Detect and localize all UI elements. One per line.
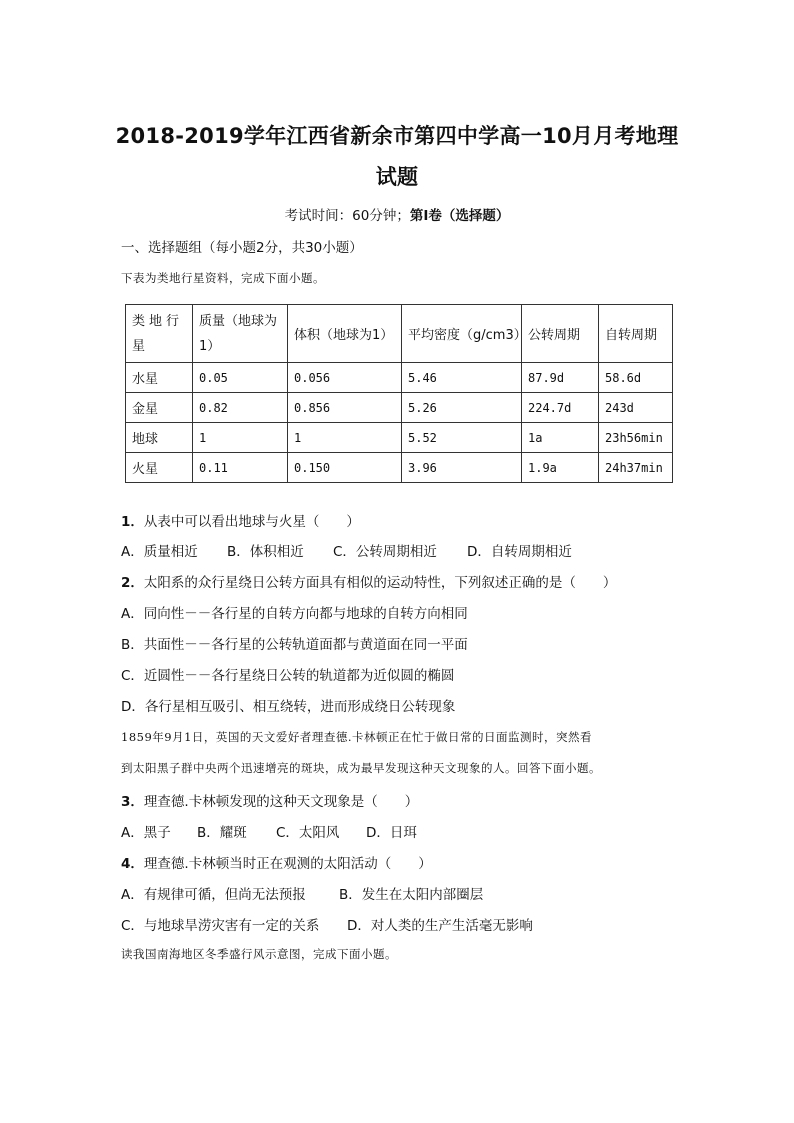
table-cell: 1.9a [522,453,599,483]
table-header-cell: 自转周期 [599,305,673,363]
table-header-cell: 体积（地球为1） [288,305,402,363]
table-row [126,423,673,453]
intro-text-2-line2: 到太阳黑子群中央两个迅速增亮的斑块，成为最早发现这种天文现象的人。回答下面小题。 [121,761,601,775]
table-cell: 水星 [126,363,193,393]
table-cell: 1a [522,423,599,453]
table-cell: 243d [599,393,673,423]
question-4-options-cd [121,914,533,934]
table-header-cell: 质量（地球为1） [193,305,288,363]
question-number: 3． [121,794,144,810]
table-cell: 0.82 [193,393,288,423]
table-cell: 0.856 [288,393,402,423]
table-header-cell: 平均密度（g/cm3） [402,305,522,363]
table-cell: 1 [288,423,402,453]
option-d: D．日珥 [366,825,417,841]
question-3-options [121,821,417,841]
question-stem: 理查德.卡林顿当时正在观测的太阳活动（ ） [143,856,432,872]
option-b: B．发生在太阳内部圈层 [339,887,484,903]
intro-text-2-line1: 1859年9月1日，英国的天文爱好者理查德.卡林顿正在忙于做日常的日面监测时，突然看 [121,730,593,744]
question-2 [121,571,616,591]
intro-text-3: 读我国南海地区冬季盛行风示意图，完成下面小题。 [121,947,397,961]
option-b: B．耀斑 [197,825,247,841]
table-cell: 金星 [126,393,193,423]
option-a: A．有规律可循，但尚无法预报 [121,887,306,903]
table-row [126,363,673,393]
table-row [126,393,673,423]
option-a: A．同向性－－各行星的自转方向都与地球的自转方向相同 [121,606,468,622]
question-stem: 理查德.卡林顿发现的这种天文现象是（ ） [143,794,419,810]
table-cell: 3.96 [402,453,522,483]
table-cell: 0.05 [193,363,288,393]
table-cell: 5.46 [402,363,522,393]
option-b: B．体积相近 [227,544,304,560]
intro-text-1: 下表为类地行星资料，完成下面小题。 [121,271,325,285]
table-header-row [126,305,673,363]
option-d: D．各行星相互吸引、相互绕转，进而形成绕日公转现象 [121,699,456,715]
exam-time: 考试时间：60分钟； [284,208,410,224]
table-header-cell: 类地行星 [126,305,193,363]
option-c: C．与地球旱涝灾害有一定的关系 [121,918,320,934]
volume-label: 第Ⅰ卷（选择题） [409,208,510,224]
question-number: 1． [121,514,144,530]
table-cell: 0.150 [288,453,402,483]
question-number: 4． [121,856,144,872]
document-title-line1: 2018-2019学年江西省新余市第四中学高一10月月考地理 [115,124,679,148]
table-cell: 0.11 [193,453,288,483]
table-cell: 58.6d [599,363,673,393]
table-cell: 5.26 [402,393,522,423]
table-cell: 火星 [126,453,193,483]
table-cell: 地球 [126,423,193,453]
option-d: D．自转周期相近 [467,544,572,560]
table-cell: 5.52 [402,423,522,453]
exam-info [0,204,794,224]
table-cell: 23h56min [599,423,673,453]
question-4-options-ab [121,883,483,903]
question-1-options [121,540,572,560]
option-c: C．太阳风 [276,825,340,841]
question-number: 2． [121,575,144,591]
option-b: B．共面性－－各行星的公转轨道面都与黄道面在同一平面 [121,637,468,653]
option-a: A．质量相近 [121,544,198,560]
table-cell: 0.056 [288,363,402,393]
question-stem: 从表中可以看出地球与火星（ ） [143,514,360,530]
option-a: A．黑子 [121,825,171,841]
table-row [126,453,673,483]
table-header-cell: 公转周期 [522,305,599,363]
table-cell: 224.7d [522,393,599,423]
question-1 [121,510,360,530]
section-heading: 一、选择题组（每小题2分，共30小题） [121,240,363,256]
question-stem: 太阳系的众行星绕日公转方面具有相似的运动特性，下列叙述正确的是（ ） [143,575,617,591]
question-3 [121,790,418,810]
planet-data-table [125,304,673,483]
document-title-line2: 试题 [375,165,419,189]
option-c: C．公转周期相近 [333,544,437,560]
option-d: D．对人类的生产生活毫无影响 [347,918,533,934]
option-c: C．近圆性－－各行星绕日公转的轨道都为近似圆的椭圆 [121,668,455,684]
question-4 [121,852,432,872]
table-cell: 87.9d [522,363,599,393]
table-cell: 1 [193,423,288,453]
table-cell: 24h37min [599,453,673,483]
